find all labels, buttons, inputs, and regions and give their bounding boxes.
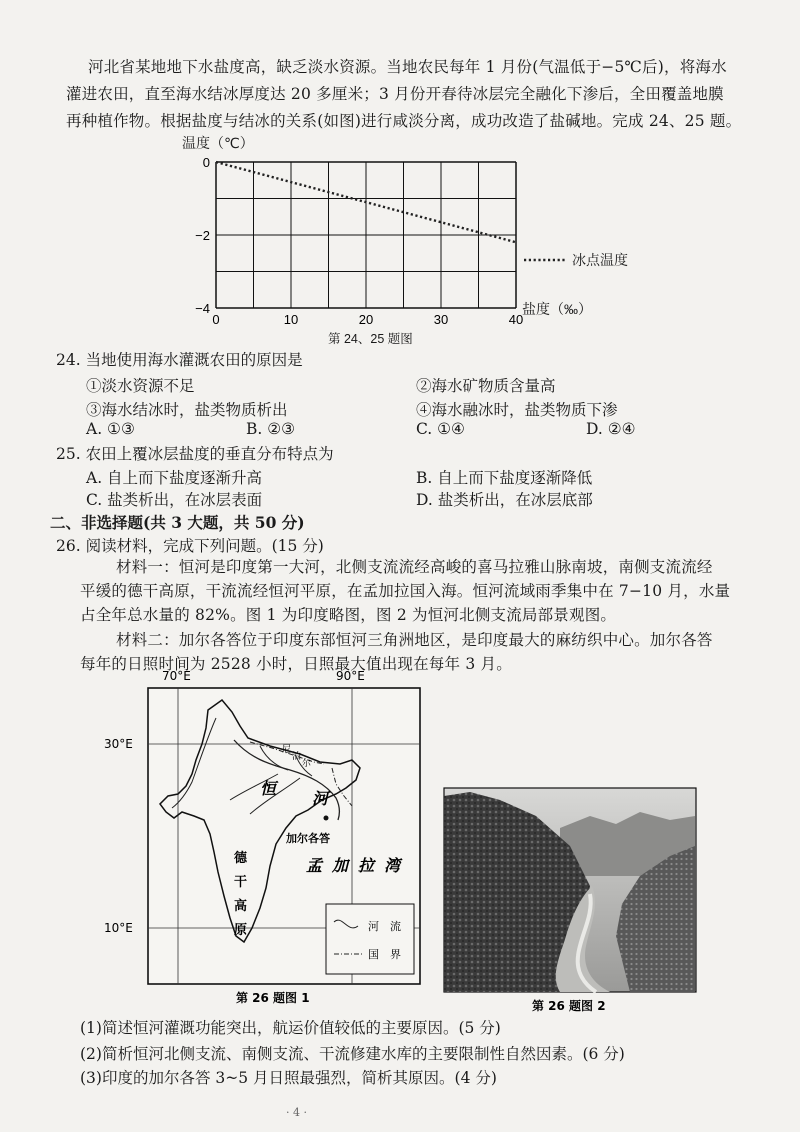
- chart-xlabel: 盐度（‰）: [522, 301, 592, 317]
- lat-10-label: 10°E: [104, 921, 133, 935]
- lon-90-label: 90°E: [336, 669, 365, 683]
- q25-option-b[interactable]: B. 自上而下盐度逐渐降低: [416, 469, 593, 487]
- intro-line-1: 河北省某地地下水盐度高，缺乏淡水资源。当地农民每年 1 月份(气温低于−5℃后)，将海水: [88, 58, 727, 76]
- map-caption: 第 26 题图 1: [236, 991, 310, 1005]
- label-bay-4: 湾: [384, 856, 401, 875]
- chart-ticks: [195, 155, 523, 327]
- map-legend-box: [326, 904, 414, 974]
- tributary-valley-photo: [440, 786, 700, 1016]
- q26-sub-2: (2)简析恒河北侧支流、南侧支流、干流修建水库的主要限制性自然因素。(6 分): [80, 1045, 625, 1063]
- q24-item-4: ④海水融冰时，盐类物质下渗: [416, 401, 618, 419]
- q24-option-d[interactable]: D. ②④: [586, 420, 636, 438]
- intro-line-3: 再种植作物。根据盐度与结冰的关系(如图)进行咸淡分离，成功改造了盐碱地。完成 24、25 题。: [66, 112, 742, 130]
- section-heading: 二、非选择题(共 3 大题，共 50 分): [50, 513, 305, 532]
- q25-option-d[interactable]: D. 盐类析出，在冰层底部: [416, 491, 593, 509]
- x-tick-label: 30: [433, 312, 449, 327]
- material1-line-2: 平缓的德干高原，干流流经恒河平原，在孟加拉国入海。恒河流域雨季集中在 7−10 月，水量: [80, 582, 731, 600]
- intro-line-2: 灌进农田，直至海水结冰厚度达 20 多厘米；3 月份开春待冰层完全融化下渗后，全田覆盖地膜: [66, 85, 724, 103]
- intro-paragraph: [66, 54, 766, 135]
- y-tick-label: −4: [195, 301, 210, 316]
- q26-stem: 26. 阅读材料，完成下列问题。(15 分): [56, 537, 324, 555]
- legend-river-label: 河 流: [368, 920, 401, 933]
- label-deccan-1: 德: [234, 851, 248, 866]
- q24-item-2: ②海水矿物质含量高: [416, 377, 556, 395]
- material1-line-3: 占全年总水量的 82%。图 1 为印度略图，图 2 为恒河北侧支流局部景观图。: [80, 606, 617, 624]
- q24-stem: 24. 当地使用海水灌溉农田的原因是: [56, 351, 303, 369]
- kolkata-marker: [324, 816, 329, 821]
- q25-stem: 25. 农田上覆冰层盐度的垂直分布特点为: [56, 445, 334, 463]
- label-deccan-3: 高: [234, 899, 248, 914]
- q24-option-b[interactable]: B. ②③: [246, 420, 296, 438]
- y-tick-label: −2: [195, 228, 210, 243]
- label-nepal-2: 泊: [292, 752, 302, 762]
- q26-material-1: [80, 555, 760, 627]
- label-kolkata: 加尔各答: [286, 832, 330, 845]
- x-tick-label: 0: [212, 312, 220, 327]
- chart-ylabel: 温度（℃）: [182, 135, 254, 151]
- label-deccan-4: 原: [234, 923, 248, 938]
- material2-line-2: 每年的日照时间为 2528 小时，日照最大值出现在每年 3 月。: [80, 655, 512, 673]
- india-map: [100, 666, 440, 1006]
- q24-option-a[interactable]: A. ①③: [86, 420, 135, 438]
- label-ganges-he: 河: [312, 789, 329, 808]
- salinity-freezing-chart: [180, 132, 660, 347]
- label-deccan-2: 干: [234, 875, 248, 890]
- x-tick-label: 40: [508, 312, 524, 327]
- q25-option-c[interactable]: C. 盐类析出，在冰层表面: [86, 491, 263, 509]
- q24-option-c[interactable]: C. ①④: [416, 420, 465, 438]
- q24-item-3: ③海水结冰时，盐类物质析出: [86, 401, 288, 419]
- x-tick-label: 20: [358, 312, 374, 327]
- lon-70-label: 70°E: [162, 669, 191, 683]
- q24-item-1: ①淡水资源不足: [86, 377, 195, 395]
- material2-line-1: 材料二：加尔各答位于印度东部恒河三角洲地区，是印度最大的麻纺织中心。加尔各答: [116, 631, 713, 649]
- label-ganges-heng: 恒: [260, 779, 277, 798]
- label-bay-3: 拉: [358, 856, 375, 875]
- chart-caption: 第 24、25 题图: [328, 332, 413, 346]
- y-tick-label: 0: [202, 155, 210, 170]
- q26-sub-3: (3)印度的加尔各答 3~5 月日照最强烈，简析其原因。(4 分): [80, 1069, 497, 1087]
- q26-sub-1: (1)简述恒河灌溉功能突出，航运价值较低的主要原因。(5 分): [80, 1019, 501, 1037]
- label-bay-2: 加: [332, 856, 349, 875]
- legend-label: 冰点温度: [572, 252, 628, 268]
- label-bay-1: 孟: [306, 856, 323, 875]
- label-nepal-1: 尼: [282, 745, 292, 755]
- q25-option-a[interactable]: A. 自上而下盐度逐渐升高: [86, 469, 263, 487]
- x-tick-label: 10: [283, 312, 299, 327]
- page-number: · 4 ·: [286, 1106, 307, 1119]
- material1-line-1: 材料一：恒河是印度第一大河，北侧支流流经高峻的喜马拉雅山脉南坡，南侧支流流经: [116, 558, 713, 576]
- photo-caption: 第 26 题图 2: [532, 999, 606, 1013]
- lat-30-label: 30°E: [104, 737, 133, 751]
- label-nepal-3: 尔: [302, 759, 312, 769]
- chart-grid: [216, 162, 516, 308]
- legend-border-label: 国 界: [368, 948, 401, 961]
